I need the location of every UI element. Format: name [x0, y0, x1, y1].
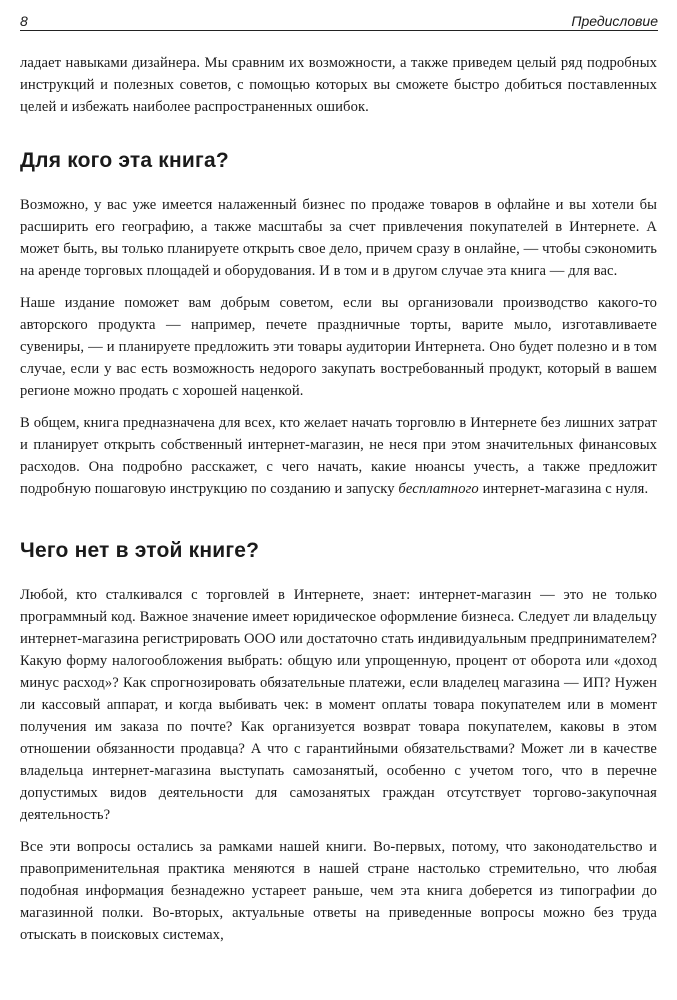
audience-paragraph-3 [20, 412, 657, 500]
section-heading-audience: Для кого эта книга? [20, 149, 229, 172]
audience-paragraph-3-text: В общем, книга предназначена для всех, кто желает начать торговлю в Интернете без лишних затрат и планирует открыть собственный интернет-магазин, не неся при этом значительных финансовых расходов. Она подробно расскажет, с чего начать, какие нюансы учесть, а также предложит подробную пошаговую инструкцию по созданию и запуску [20, 415, 657, 497]
audience-paragraph-2: Наше издание поможет вам добрым советом, если вы организовали производство какого-то авторского продукта — например, печете праздничные торты, варите мыло, изготавливаете сувениры, — и планируете предложить эти товары аудитории Интернета. Оно будет полезно и в том случае, если у вас есть возможность недорого закупать востребованный продукт, который в вашем регионе можно продать с хорошей наценкой. [20, 295, 657, 399]
audience-paragraph-3-end: интернет-магазина с нуля. [478, 481, 649, 497]
not-covered-paragraph-2: Все эти вопросы остались за рамками нашей книги. Во-первых, потому, что законодательство и правоприменительная практика меняются в нашей стране настолько стремительно, что любая подобная информация безнадежно устареет раньше, чем эта книга доберется из типографии до магазинной полки. Во-вторых, актуальные ответы на приведенные вопросы можно без труда отыскать в поисковых системах, [20, 839, 657, 943]
not-covered-paragraph-1: Любой, кто сталкивался с торговлей в Интернете, знает: интернет-магазин — это не только программный код. Важное значение имеет юридическое оформление бизнеса. Следует ли владельцу интернет-магазина регистрировать ООО или достаточно стать индивидуальным предпринимателем? Какую форму налогообложения выбрать: общую или упрощенную, процент от оборота или «доход минус расход»? Как спрогнозировать обязательные платежи, если владелец магазина — ИП? Нужен ли кассовый аппарат, и когда выбивать чек: в момент оплаты товара покупателем или в момент получения им заказа по почте? Как организуется возврат товара покупателем, каковы в этом отношении обязанности продавца? А что с гарантийными обязательствами? Может ли в качестве владельца интернет-магазина выступать самозанятый, особенно с учетом того, что в перечне допустимых видов деятельности для самозанятых граждан отсутствует торгово-закупочная деятельность? [20, 587, 657, 823]
audience-paragraph-1: Возможно, у вас уже имеется налаженный бизнес по продаже товаров в офлайне и вы хотели бы расширить его географию, а также масштабы за счет привлечения покупателей в Интернете. А может быть, вы только планируете открыть свое дело, причем сразу в онлайне, — чтобы сэкономить на аренде торговых площадей и оборудования. И в том и в другом случае эта книга — для вас. [20, 197, 657, 279]
emphasis-free: бесплатного [398, 481, 479, 497]
page-body [20, 52, 657, 956]
page-number: 8 [20, 13, 28, 29]
running-header [20, 12, 658, 31]
intro-paragraph: ладает навыками дизайнера. Мы сравним их возможности, а также приведем целый ряд подробных инструкций и полезных советов, с помощью которых вы сможете быстро добиться поставленных целей и избежать наиболее распространенных ошибок. [20, 55, 657, 115]
section-heading-not-covered: Чего нет в этой книге? [20, 539, 260, 562]
chapter-title: Предисловие [571, 13, 658, 29]
